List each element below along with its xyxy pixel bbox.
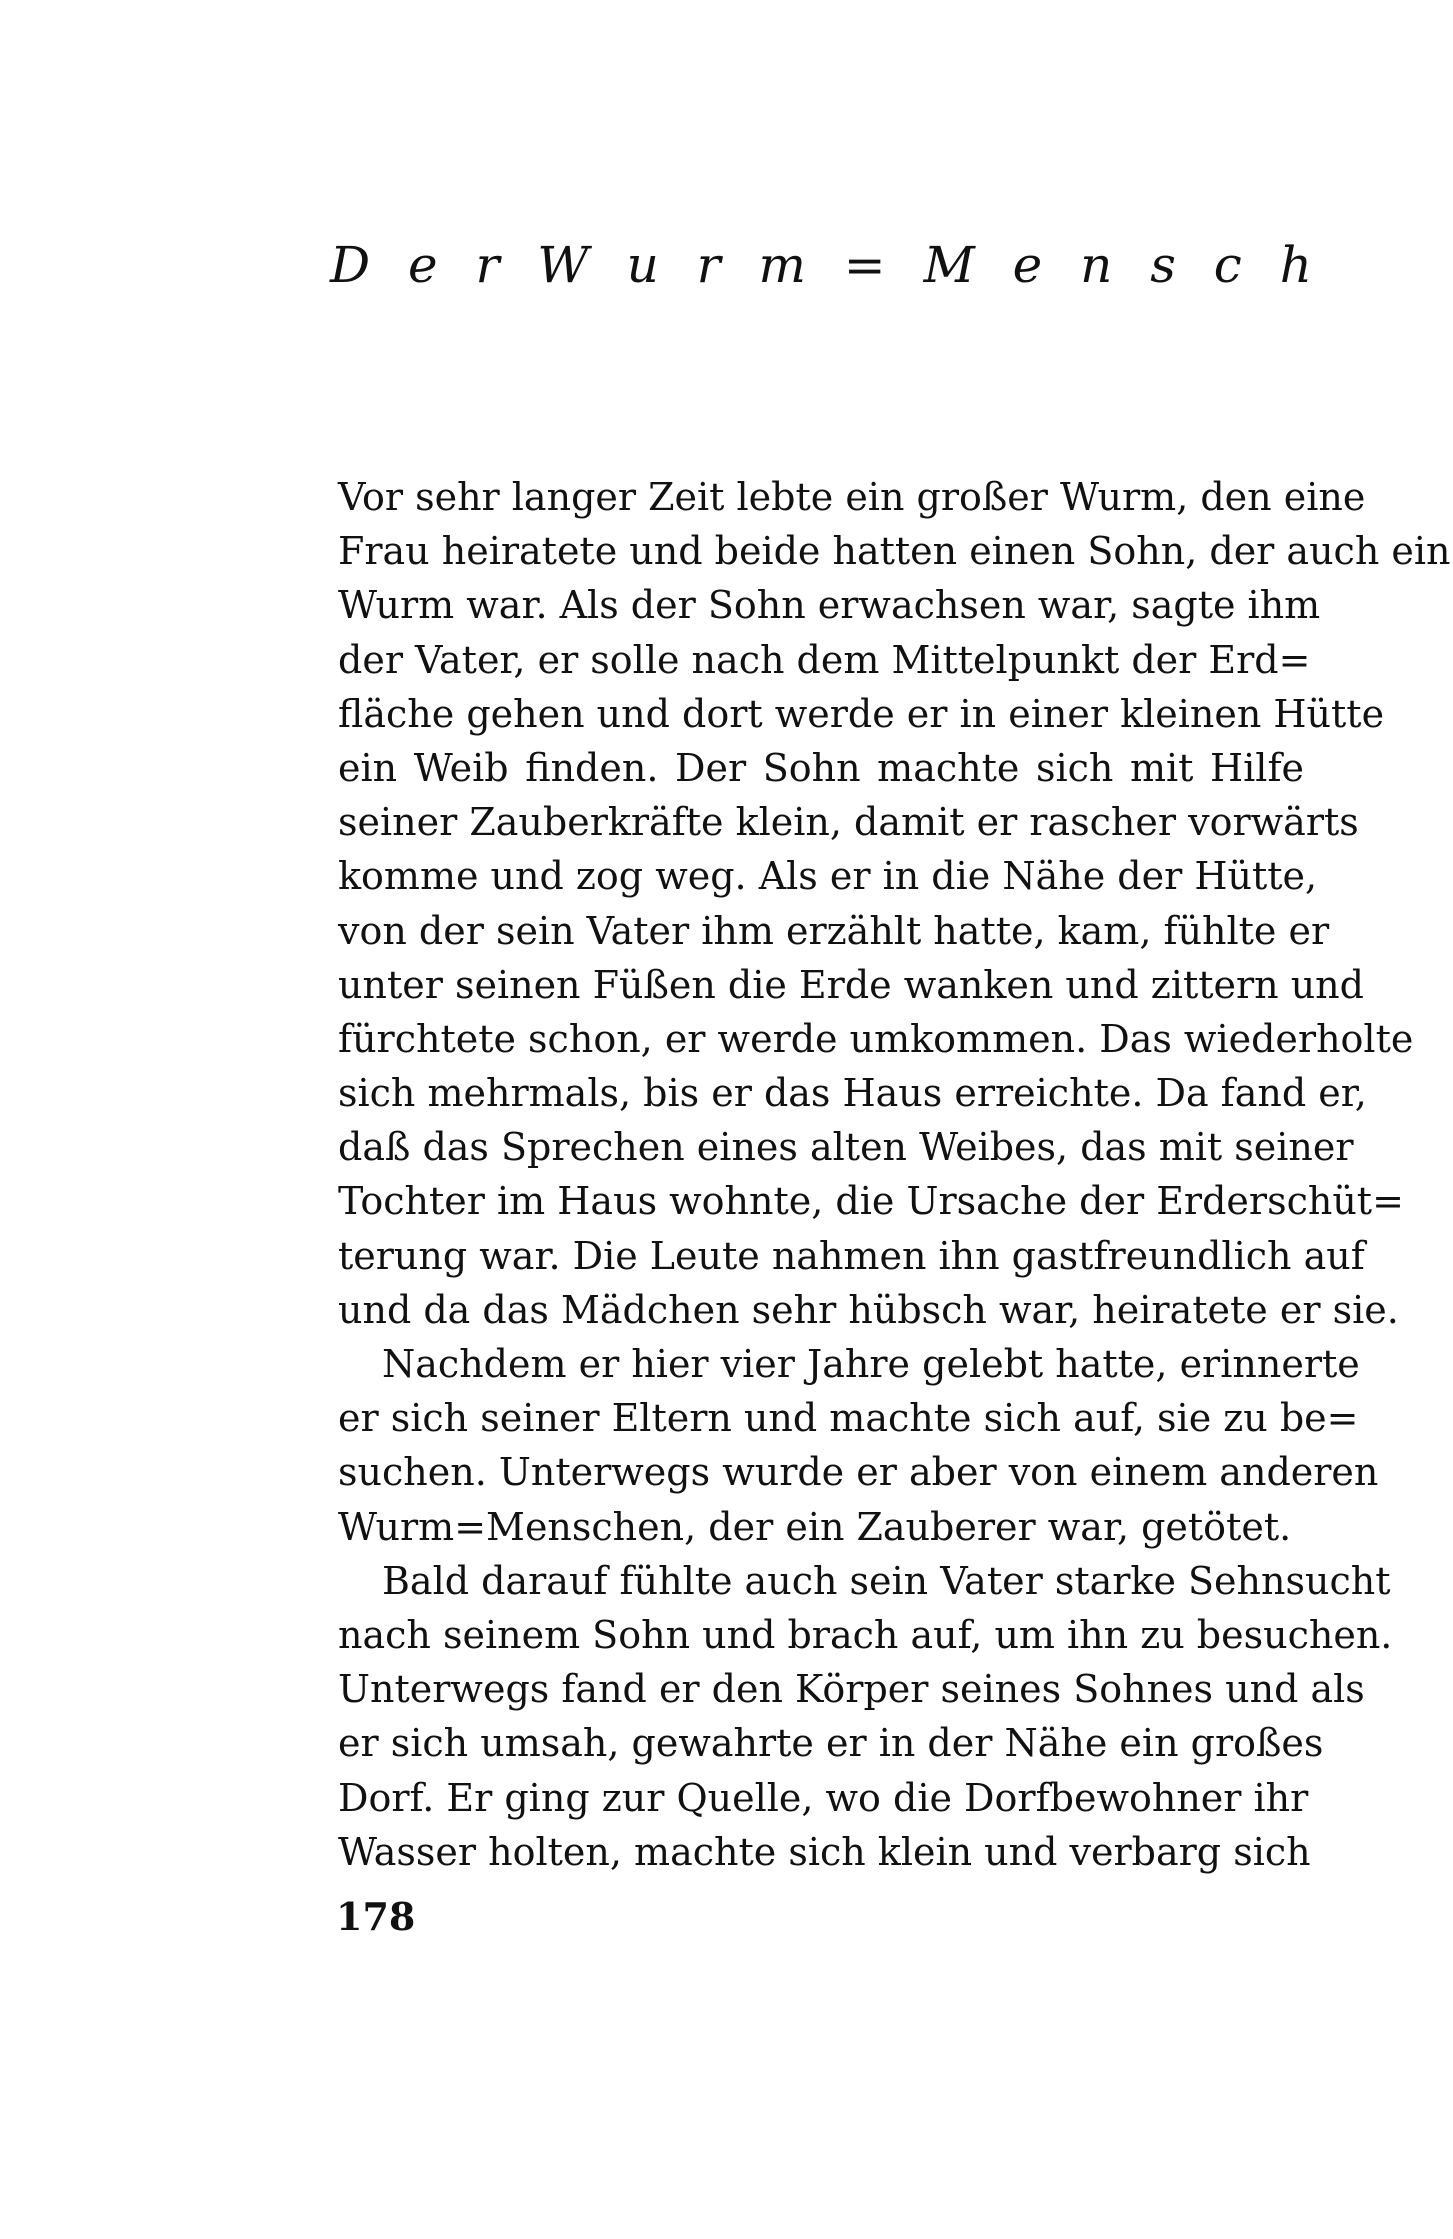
page-number: 178 xyxy=(336,1894,416,1939)
text-line: sich mehrmals, bis er das Haus erreichte. Da fand er, xyxy=(338,1071,1367,1116)
text-line: ein Weib finden. Der Sohn machte sich mit Hilfe xyxy=(338,745,1304,790)
text-line: Nachdem er hier vier Jahre gelebt hatte, erinnerte xyxy=(382,1342,1360,1386)
body-text xyxy=(338,470,1451,1879)
text-line: daß das Sprechen eines alten Weibes, das mit seiner xyxy=(338,1125,1354,1170)
text-line: und da das Mädchen sehr hübsch war, heiratete er sie. xyxy=(338,1287,1399,1332)
text-line: Dorf. Er ging zur Quelle, wo die Dorfbewohner ihr xyxy=(338,1775,1309,1820)
title-letter: s xyxy=(1150,236,1176,294)
text-line: unter seinen Füßen die Erde wanken und zittern und xyxy=(338,962,1364,1007)
page-title xyxy=(330,230,1312,300)
text-line: komme und zog weg. Als er in die Nähe der Hütte, xyxy=(338,854,1318,899)
text-line: er sich umsah, gewahrte er in der Nähe ein großes xyxy=(338,1721,1324,1766)
title-letter: r xyxy=(475,236,500,294)
text-line: Frau heiratete und beide hatten einen Sohn, der auch ein xyxy=(338,529,1451,574)
text-line: suchen. Unterwegs wurde er aber von einem anderen xyxy=(338,1450,1379,1495)
text-line: fläche gehen und dort werde er in einer kleinen Hütte xyxy=(338,691,1385,736)
text-line: Bald darauf fühlte auch sein Vater starke Sehnsucht xyxy=(382,1558,1391,1603)
title-letter: D xyxy=(330,236,371,294)
title-letter: u xyxy=(626,236,659,294)
text-line: fürchtete schon, er werde umkommen. Das wiederholte xyxy=(338,1016,1414,1061)
text-line: terung war. Die Leute nahmen ihn gastfreundlich auf xyxy=(338,1233,1365,1278)
text-line: Vor sehr langer Zeit lebte ein großer Wurm, den eine xyxy=(338,475,1366,519)
text-line: Wasser holten, machte sich klein und verbarg sich xyxy=(338,1829,1311,1874)
text-line: seiner Zauberkräfte klein, damit er rascher vorwärts xyxy=(338,800,1359,845)
title-letter: r xyxy=(696,236,721,294)
text-line: Tochter im Haus wohnte, die Ursache der Erderschüt= xyxy=(338,1179,1404,1224)
text-line: Unterwegs fand er den Körper seines Sohnes und als xyxy=(338,1667,1365,1712)
title-letter: e xyxy=(407,236,438,294)
title-letter: e xyxy=(1012,236,1043,294)
title-letter: m xyxy=(758,236,806,294)
text-line: von der sein Vater ihm erzählt hatte, kam, fühlte er xyxy=(338,908,1330,953)
title-letter: M xyxy=(923,236,975,294)
text-line: er sich seiner Eltern und machte sich auf, sie zu be= xyxy=(338,1396,1359,1441)
text-line: Wurm war. Als der Sohn erwachsen war, sagte ihm xyxy=(338,583,1321,628)
title-letter: h xyxy=(1279,236,1312,294)
title-letter: c xyxy=(1213,236,1242,294)
title-letter: = xyxy=(843,236,886,294)
text-line: nach seinem Sohn und brach auf, um ihn zu besuchen. xyxy=(338,1612,1393,1657)
text-line: Wurm=Menschen, der ein Zauberer war, getötet. xyxy=(338,1504,1292,1549)
title-letter: n xyxy=(1080,236,1113,294)
title-letter: W xyxy=(537,236,589,294)
text-line: der Vater, er solle nach dem Mittelpunkt der Erd= xyxy=(338,637,1311,682)
